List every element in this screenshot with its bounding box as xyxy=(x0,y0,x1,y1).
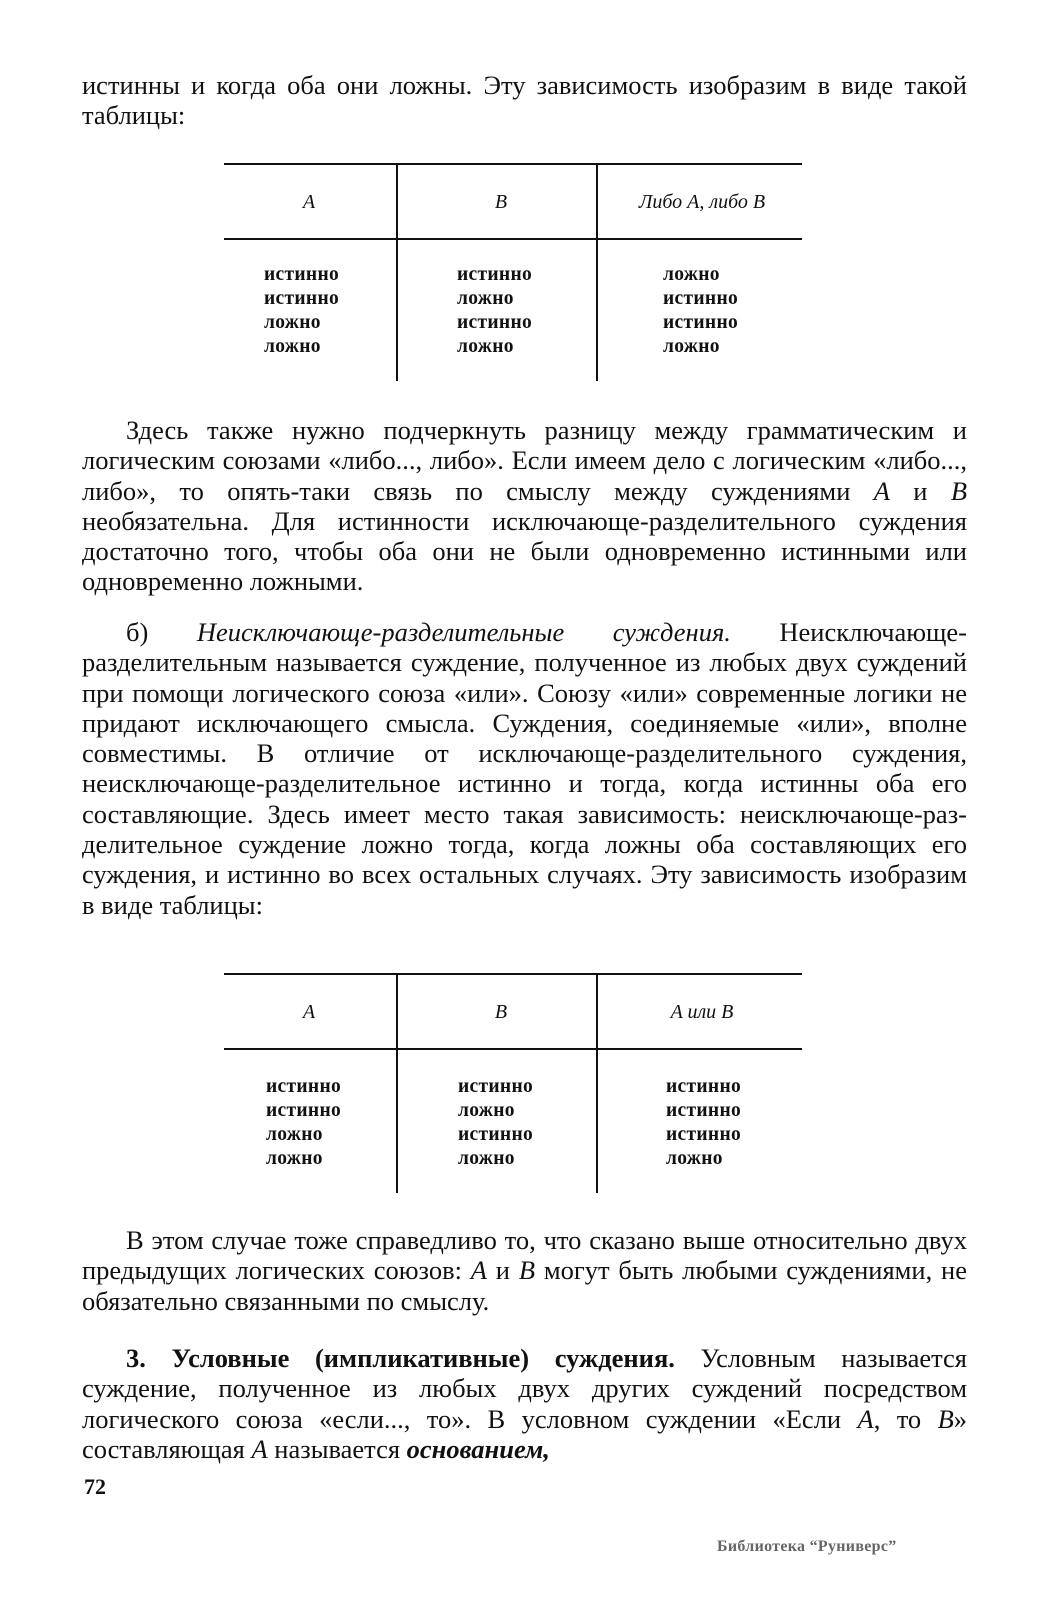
table-header-a: A xyxy=(302,1001,316,1023)
text-segment: называется xyxy=(267,1433,407,1464)
text-segment: и xyxy=(889,475,951,506)
table-cell: ложно xyxy=(458,1100,515,1121)
text-segment: Неисключающе-разделительным называется суждение, полученное из любых двух суждений при помощи логического союза «или». Союзу «или» современные логики не придают исключающего смысла. Суждения, соединяемые «или», вполне совместимы. В отличие от исключающе-разделительного суждения, неисключающе-разделительное истинно и тогда, когда истинны оба его составляющие. Здесь имеет место такая зависимость: неисключающе-разделительное суждение ложно тогда, когда ложны оба составляющих его суждения, и истинно во всех остальных случаях. Эту зависимость изобразим в виде таблицы: xyxy=(82,617,968,920)
table-column-a xyxy=(264,263,339,359)
table-column-b xyxy=(458,1075,533,1171)
library-watermark: Библиотека “Руниверс” xyxy=(717,1538,897,1555)
table-column-divider xyxy=(396,975,398,1193)
table-column-divider xyxy=(596,165,598,381)
variable-b: B xyxy=(518,1255,535,1286)
table-cell: истинно xyxy=(663,288,739,309)
term-basis: основанием, xyxy=(406,1433,550,1464)
variable-b: B xyxy=(937,1403,954,1434)
table-header-result: Либо A, либо B xyxy=(638,191,766,213)
text-segment: В этом случае тоже справедливо то, что сказано выше относительно двух предыдущих логических союзов: xyxy=(82,1225,967,1286)
table-cell: истинно xyxy=(666,1124,742,1145)
paragraph-nonexclusive xyxy=(82,617,967,920)
variable-a: A xyxy=(857,1403,874,1434)
section-title: Условные (импликативные) суждения. xyxy=(171,1343,675,1373)
table-cell: истинно xyxy=(458,1124,534,1145)
table-cell: истинно xyxy=(663,312,739,333)
table-cell: истинно xyxy=(457,264,533,285)
table-column-result xyxy=(666,1075,741,1171)
table-column-a xyxy=(266,1075,341,1171)
variable-a: A xyxy=(251,1433,268,1464)
table-cell: истинно xyxy=(666,1100,742,1121)
table-header-b: B xyxy=(494,191,508,213)
paragraph-conditional xyxy=(82,1343,967,1464)
truth-table-nonexclusive xyxy=(224,973,802,1195)
table-cell: ложно xyxy=(666,1148,723,1169)
table-cell: ложно xyxy=(457,336,514,357)
page-number: 72 xyxy=(84,1474,106,1499)
table-header-b: B xyxy=(494,1001,508,1023)
variable-b: B xyxy=(950,475,967,506)
truth-table-exclusive xyxy=(224,163,802,383)
table-cell: ложно xyxy=(266,1124,323,1145)
table-header-result: A или B xyxy=(670,1001,734,1023)
text-segment: б) xyxy=(126,617,197,647)
table-cell: истинно xyxy=(266,1076,342,1097)
table-cell: ложно xyxy=(458,1148,515,1169)
table-cell: истинно xyxy=(458,1076,534,1097)
table-cell: ложно xyxy=(264,312,321,333)
paragraph-grammatical-vs-logical xyxy=(82,415,967,597)
table-header-a: A xyxy=(302,191,316,213)
table-cell: истинно xyxy=(264,288,340,309)
text-segment: » составляющая xyxy=(82,1403,968,1464)
variable-a: A xyxy=(873,475,890,506)
table-column-divider xyxy=(596,975,598,1193)
table-cell: ложно xyxy=(266,1148,323,1169)
table-top-rule xyxy=(224,973,802,975)
table-cell: истинно xyxy=(264,264,340,285)
section-number: 3. xyxy=(126,1343,172,1373)
table-cell: ложно xyxy=(663,264,720,285)
text-segment: и xyxy=(486,1255,519,1286)
paragraph-also-valid xyxy=(82,1225,967,1316)
paragraph-intro xyxy=(82,70,967,131)
text-segment: необязательна. Для истинности исключающе-разделительного суждения достаточно того, чтобы оба они не были одновременно истинными или одновременно ложными. xyxy=(82,505,967,597)
table-header-rule xyxy=(224,238,802,240)
table-cell: ложно xyxy=(663,336,720,357)
table-column-divider xyxy=(396,165,398,381)
table-top-rule xyxy=(224,163,802,165)
text-segment: Условным называется суждение, полученное из любых двух других суждений посредством логического союза «если..., то». В условном суждении «Если xyxy=(82,1343,967,1434)
table-cell: ложно xyxy=(457,288,514,309)
section-title: Неисключающе-разделительные суждения. xyxy=(196,617,731,647)
variable-a: A xyxy=(470,1255,487,1286)
table-cell: истинно xyxy=(266,1100,342,1121)
text-segment: истинны и когда оба они ложны. Эту зависимость изобразим в виде такой таблицы: xyxy=(82,70,967,131)
text-segment: могут быть любыми суждениями, не обязательно связанными по смыслу. xyxy=(82,1255,968,1316)
table-cell: ложно xyxy=(264,336,321,357)
text-segment: Здесь также нужно подчеркнуть разницу между грамматическим и логическим союзами «либо..., либо». Если имеем дело с логическим «либо..., либо», то опять-таки связь по смыслу между суждениями xyxy=(82,415,967,506)
table-column-b xyxy=(457,263,532,359)
table-cell: истинно xyxy=(666,1076,742,1097)
table-column-result xyxy=(663,263,738,359)
text-segment: , то xyxy=(873,1403,938,1434)
table-header-rule xyxy=(224,1048,802,1050)
table-cell: истинно xyxy=(457,312,533,333)
